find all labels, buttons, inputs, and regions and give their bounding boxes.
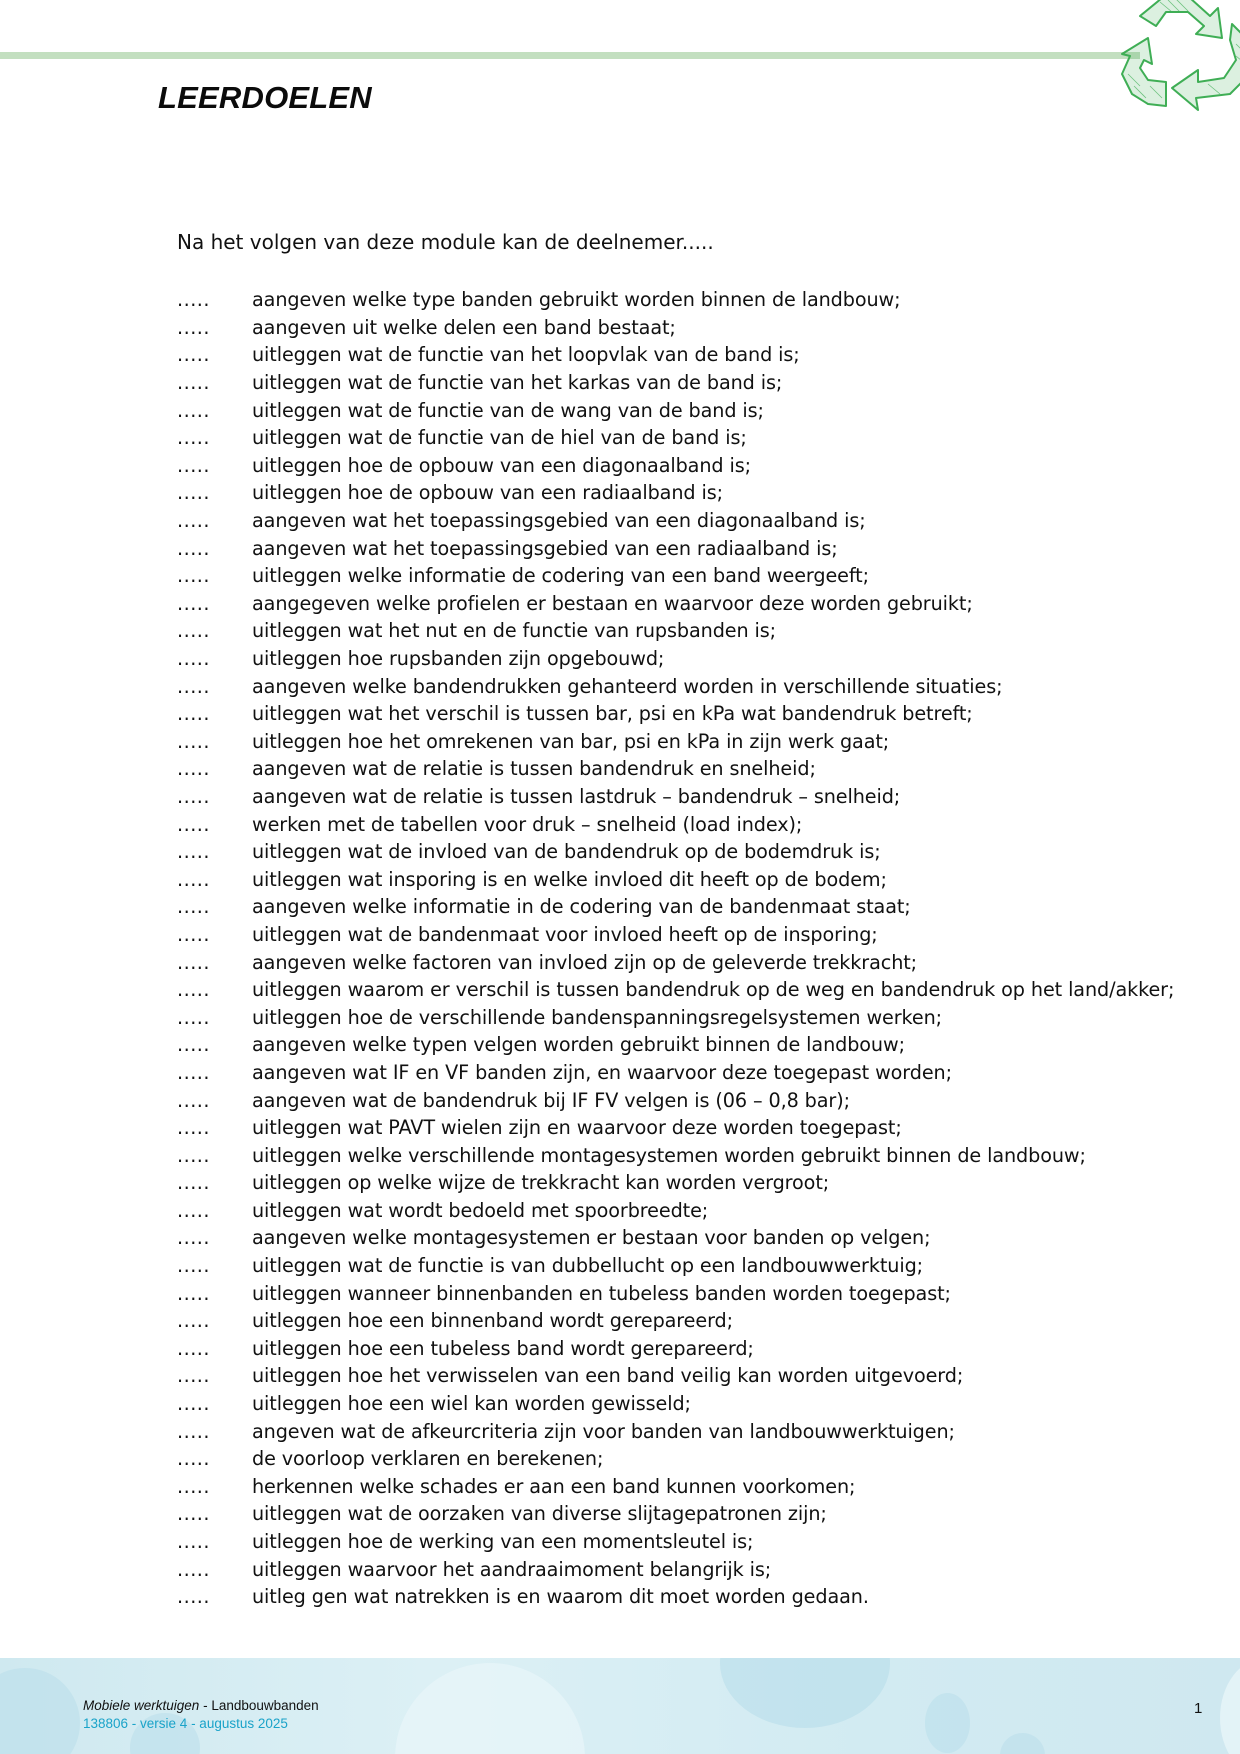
bullet-dots: ..... [177, 1447, 210, 1471]
learning-goal-item [177, 1141, 1174, 1169]
learning-goal-text: aangeven welke informatie in de codering van de bandenmaat staat; [252, 895, 911, 919]
learning-goal-text: uitleggen hoe het verwisselen van een band veilig kan worden uitgevoerd; [252, 1364, 964, 1388]
learning-goal-text: aangeven wat het toepassingsgebied van een radiaalband is; [252, 536, 838, 560]
learning-goal-text: uitleggen wat de functie van de wang van de band is; [252, 398, 764, 422]
learning-goal-item [177, 314, 1174, 342]
bullet-dots: ..... [177, 315, 210, 339]
learning-goal-item [177, 396, 1174, 424]
learning-goal-item [177, 893, 1174, 921]
learning-goal-text: uitleggen wat het verschil is tussen bar, psi en kPa wat bandendruk betreft; [252, 702, 973, 726]
footer-document-title [83, 1698, 319, 1713]
bullet-dots: ..... [177, 647, 210, 671]
bullet-dots: ..... [177, 481, 210, 505]
footer-separator: - [199, 1698, 212, 1713]
learning-goal-text: uitleggen welke informatie de codering van een band weergeeft; [252, 564, 869, 588]
learning-goal-text: uitleggen wat insporing is en welke invloed dit heeft op de bodem; [252, 867, 887, 891]
bullet-dots: ..... [177, 1281, 210, 1305]
bullet-dots: ..... [177, 1254, 210, 1278]
learning-goal-item [177, 1114, 1174, 1142]
bullet-dots: ..... [177, 1116, 210, 1140]
bullet-dots: ..... [177, 619, 210, 643]
learning-goal-item [177, 1279, 1174, 1307]
learning-goal-item [177, 1445, 1174, 1473]
learning-goal-item [177, 1086, 1174, 1114]
bullet-dots: ..... [177, 398, 210, 422]
bullet-dots: ..... [177, 757, 210, 781]
bullet-dots: ..... [177, 453, 210, 477]
bullet-dots: ..... [177, 922, 210, 946]
bullet-dots: ..... [177, 1309, 210, 1333]
learning-goal-item [177, 1555, 1174, 1583]
learning-goal-text: uitleggen hoe het omrekenen van bar, psi en kPa in zijn werk gaat; [252, 729, 890, 753]
learning-goal-text: aangeven wat de relatie is tussen lastdruk – bandendruk – snelheid; [252, 784, 901, 808]
learning-goal-text: uitleggen wat het nut en de functie van rupsbanden is; [252, 619, 777, 643]
learning-goal-text: aangeven welke montagesystemen er bestaan voor banden op velgen; [252, 1226, 931, 1250]
bullet-dots: ..... [177, 1474, 210, 1498]
learning-goal-text: aangeven welke typen velgen worden gebruikt binnen de landbouw; [252, 1033, 905, 1057]
learning-goal-item [177, 783, 1174, 811]
learning-goal-item [177, 286, 1174, 314]
learning-goal-item [177, 452, 1174, 480]
learning-goal-text: uitleggen hoe een binnenband wordt gerepareerd; [252, 1309, 733, 1333]
learning-goal-text: aangeven wat de relatie is tussen bandendruk en snelheid; [252, 757, 816, 781]
learning-goal-text: aangeven wat de bandendruk bij IF FV velgen is (06 – 0,8 bar); [252, 1088, 850, 1112]
learning-goal-item [177, 810, 1174, 838]
bullet-dots: ..... [177, 784, 210, 808]
footer-bubble-decoration [720, 1658, 890, 1728]
learning-goal-text: uitleggen wat de bandenmaat voor invloed heeft op de insporing; [252, 922, 878, 946]
learning-goal-text: uitleggen wat de invloed van de bandendruk op de bodemdruk is; [252, 840, 881, 864]
learning-goal-item [177, 1362, 1174, 1390]
learning-goal-text: uitleggen waarom er verschil is tussen bandendruk op de weg en bandendruk op het land/akker; [252, 978, 1175, 1002]
learning-goal-text: uitleg gen wat natrekken is en waarom dit moet worden gedaan. [252, 1585, 869, 1609]
bullet-dots: ..... [177, 288, 210, 312]
learning-goal-text: uitleggen hoe rupsbanden zijn opgebouwd; [252, 647, 665, 671]
bullet-dots: ..... [177, 1502, 210, 1526]
bullet-dots: ..... [177, 674, 210, 698]
learning-goal-text: aangeven wat IF en VF banden zijn, en waarvoor deze toegepast worden; [252, 1060, 952, 1084]
bullet-dots: ..... [177, 343, 210, 367]
learning-goal-item [177, 1307, 1174, 1335]
learning-goal-text: angeven wat de afkeurcriteria zijn voor banden van landbouwwerktuigen; [252, 1419, 955, 1443]
footer-bubble-decoration [925, 1693, 970, 1753]
footer-bubble-decoration [0, 1668, 80, 1754]
learning-goal-text: aangeven welke type banden gebruikt worden binnen de landbouw; [252, 288, 901, 312]
learning-goal-item [177, 948, 1174, 976]
bullet-dots: ..... [177, 371, 210, 395]
learning-goal-text: uitleggen hoe de opbouw van een diagonaalband is; [252, 453, 751, 477]
learning-goal-text: aangeven uit welke delen een band bestaat; [252, 315, 676, 339]
learning-goal-item [177, 1031, 1174, 1059]
bullet-dots: ..... [177, 1060, 210, 1084]
learning-goal-item [177, 1003, 1174, 1031]
learning-goal-item [177, 1335, 1174, 1363]
learning-goal-item [177, 1224, 1174, 1252]
learning-goal-item [177, 1252, 1174, 1280]
bullet-dots: ..... [177, 950, 210, 974]
learning-goal-text: aangegeven welke profielen er bestaan en waarvoor deze worden gebruikt; [252, 591, 973, 615]
learning-goal-item [177, 369, 1174, 397]
footer-bubble-decoration [1000, 1733, 1045, 1754]
learning-goal-text: aangeven welke factoren van invloed zijn op de geleverde trekkracht; [252, 950, 918, 974]
learning-goal-item [177, 479, 1174, 507]
learning-goal-text: uitleggen hoe de opbouw van een radiaalband is; [252, 481, 723, 505]
learning-goal-text: uitleggen wat PAVT wielen zijn en waarvoor deze worden toegepast; [252, 1116, 902, 1140]
bullet-dots: ..... [177, 1171, 210, 1195]
bullet-dots: ..... [177, 1557, 210, 1581]
learning-goals-list [177, 286, 1174, 1611]
learning-goal-item [177, 617, 1174, 645]
footer-series: Mobiele werktuigen [83, 1698, 200, 1713]
learning-goal-item [177, 507, 1174, 535]
bullet-dots: ..... [177, 729, 210, 753]
learning-goal-item [177, 1197, 1174, 1225]
bullet-dots: ..... [177, 867, 210, 891]
learning-goal-item [177, 700, 1174, 728]
learning-goal-text: uitleggen hoe een wiel kan worden gewisseld; [252, 1392, 691, 1416]
footer-subject: Landbouwbanden [211, 1698, 319, 1713]
bullet-dots: ..... [177, 591, 210, 615]
page-number: 1 [1194, 1700, 1203, 1717]
learning-goal-item [177, 1528, 1174, 1556]
footer-version: 138806 - versie 4 - augustus 2025 [83, 1716, 288, 1731]
learning-goal-text: uitleggen welke verschillende montagesystemen worden gebruikt binnen de landbouw; [252, 1143, 1086, 1167]
bullet-dots: ..... [177, 1005, 210, 1029]
learning-goal-text: de voorloop verklaren en berekenen; [252, 1447, 604, 1471]
bullet-dots: ..... [177, 1226, 210, 1250]
header-rule [0, 52, 1140, 59]
bullet-dots: ..... [177, 1530, 210, 1554]
learning-goal-text: uitleggen op welke wijze de trekkracht kan worden vergroot; [252, 1171, 830, 1195]
bullet-dots: ..... [177, 1143, 210, 1167]
footer-bubble-decoration [1220, 1658, 1240, 1754]
bullet-dots: ..... [177, 536, 210, 560]
bullet-dots: ..... [177, 840, 210, 864]
learning-goal-text: uitleggen wat wordt bedoeld met spoorbreedte; [252, 1198, 709, 1222]
bullet-dots: ..... [177, 978, 210, 1002]
learning-goal-item [177, 865, 1174, 893]
learning-goal-item [177, 341, 1174, 369]
bullet-dots: ..... [177, 426, 210, 450]
learning-goal-item [177, 1390, 1174, 1418]
recycle-icon [1100, 0, 1240, 119]
bullet-dots: ..... [177, 1364, 210, 1388]
learning-goal-text: uitleggen hoe een tubeless band wordt gerepareerd; [252, 1336, 754, 1360]
learning-goal-item [177, 976, 1174, 1004]
learning-goal-item [177, 1583, 1174, 1611]
learning-goal-item [177, 562, 1174, 590]
bullet-dots: ..... [177, 564, 210, 588]
bullet-dots: ..... [177, 1088, 210, 1112]
learning-goal-item [177, 728, 1174, 756]
learning-goal-item [177, 534, 1174, 562]
learning-goal-item [177, 1059, 1174, 1087]
learning-goal-text: uitleggen wat de functie van de hiel van de band is; [252, 426, 747, 450]
page-title: LEERDOELEN [158, 80, 372, 115]
bullet-dots: ..... [177, 895, 210, 919]
learning-goal-text: werken met de tabellen voor druk – snelheid (load index); [252, 812, 803, 836]
learning-goal-text: uitleggen waarvoor het aandraaimoment belangrijk is; [252, 1557, 772, 1581]
learning-goal-text: uitleggen wat de oorzaken van diverse slijtagepatronen zijn; [252, 1502, 827, 1526]
bullet-dots: ..... [177, 1033, 210, 1057]
learning-goal-item [177, 645, 1174, 673]
learning-goal-item [177, 838, 1174, 866]
bullet-dots: ..... [177, 1392, 210, 1416]
learning-goal-item [177, 672, 1174, 700]
bullet-dots: ..... [177, 1419, 210, 1443]
learning-goal-text: uitleggen wanneer binnenbanden en tubeless banden worden toegepast; [252, 1281, 951, 1305]
learning-goal-item [177, 921, 1174, 949]
learning-goal-item [177, 424, 1174, 452]
learning-goal-item [177, 590, 1174, 618]
bullet-dots: ..... [177, 1585, 210, 1609]
learning-goal-item [177, 1169, 1174, 1197]
bullet-dots: ..... [177, 1336, 210, 1360]
learning-goal-text: uitleggen hoe de werking van een momentsleutel is; [252, 1530, 754, 1554]
learning-goal-item [177, 1500, 1174, 1528]
bullet-dots: ..... [177, 1198, 210, 1222]
learning-goal-text: uitleggen wat de functie van het loopvlak van de band is; [252, 343, 800, 367]
page-footer [0, 1658, 1240, 1754]
learning-goal-text: uitleggen hoe de verschillende bandenspanningsregelsystemen werken; [252, 1005, 942, 1029]
learning-goal-text: uitleggen wat de functie van het karkas van de band is; [252, 371, 783, 395]
footer-bubble-decoration [395, 1663, 585, 1754]
learning-goal-item [177, 755, 1174, 783]
learning-goal-text: aangeven welke bandendrukken gehanteerd worden in verschillende situaties; [252, 674, 1003, 698]
intro-text: Na het volgen van deze module kan de deelnemer..... [177, 230, 714, 254]
learning-goal-text: herkennen welke schades er aan een band kunnen voorkomen; [252, 1474, 856, 1498]
learning-goal-text: aangeven wat het toepassingsgebied van een diagonaalband is; [252, 509, 866, 533]
learning-goal-item [177, 1473, 1174, 1501]
bullet-dots: ..... [177, 812, 210, 836]
bullet-dots: ..... [177, 509, 210, 533]
learning-goal-item [177, 1417, 1174, 1445]
bullet-dots: ..... [177, 702, 210, 726]
learning-goal-text: uitleggen wat de functie is van dubbellucht op een landbouwwerktuig; [252, 1254, 924, 1278]
